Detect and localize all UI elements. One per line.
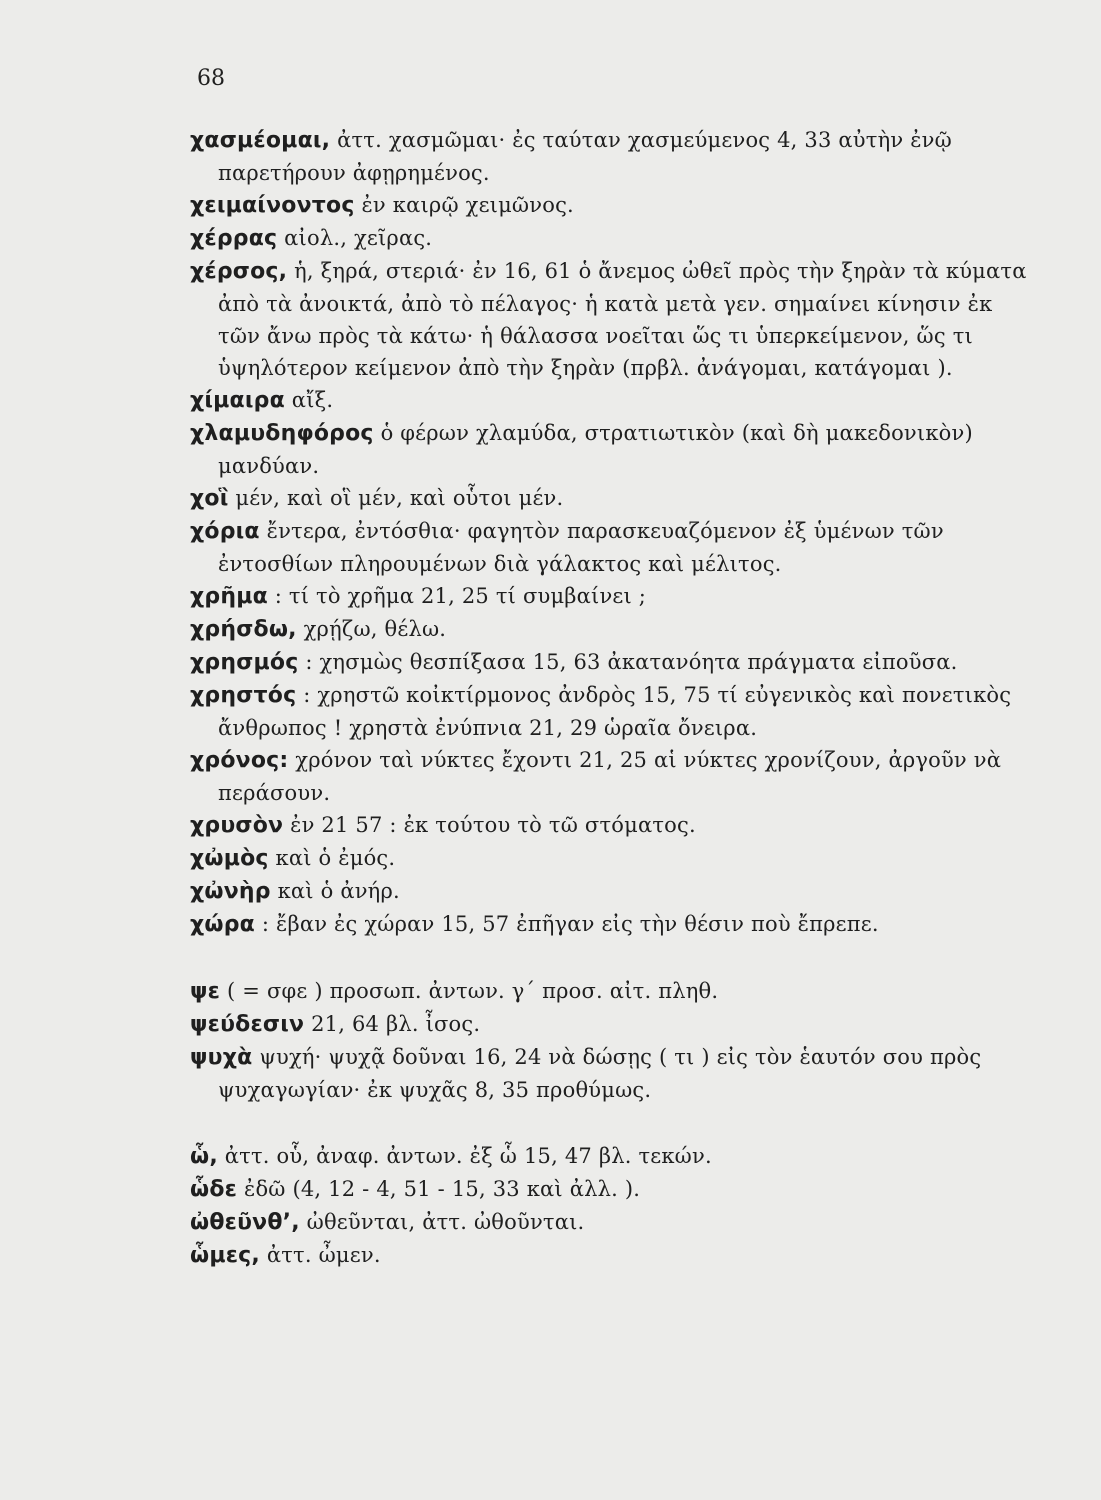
entry-headword: χόρια [190, 519, 260, 544]
section-gap [190, 1106, 1040, 1140]
entry-headword: χασμέομαι, [190, 128, 331, 153]
entry-definition: καὶ ὁ ἀνήρ. [270, 879, 400, 903]
entry-definition: αἴξ. [284, 388, 334, 412]
omega-entries-group [190, 1140, 1040, 1272]
entry-definition: αἰολ., χεῖρας. [277, 226, 433, 250]
entry-headword: ψε [190, 979, 221, 1004]
entry-headword: ψυχὰ [190, 1045, 253, 1070]
entry-headword: χρόνος: [190, 748, 289, 773]
dictionary-entry [190, 1008, 1040, 1041]
entry-headword: χὠνὴρ [190, 879, 271, 904]
entries-list [190, 124, 1040, 1272]
chi-entries-group [190, 124, 1040, 941]
entry-definition: ἐδῶ (4, 12 - 4, 51 - 15, 33 καὶ ἀλλ. ). [237, 1177, 641, 1201]
dictionary-entry [190, 744, 1040, 809]
entry-definition: ἡ, ξηρά, στεριά· ἐν 16, 61 ὁ ἄνεμος ὠθεῖ πρὸς τὴν ξηρὰν τὰ κύματα ἀπὸ τὰ ἀνοικτά, ἀπὸ τὸ πέλαγος· ἡ κατὰ μετὰ γεν. σημαίνει κίνησιν ἐκ τῶν ἄνω πρὸς τὰ κάτω· ἡ θάλασσα νοεῖται ὥς τι ὑπερκείμενον, ὥς τι ὑψηλότερον κείμενον ἀπὸ τὴν ξηρὰν (πρβλ. ἀνάγομαι, κατάγομαι ). [218, 259, 1027, 380]
entry-definition: : ἔβαν ἐς χώραν 15, 57 ἐπῆγαν εἰς τὴν θέσιν ποὺ ἔπρεπε. [254, 912, 879, 936]
dictionary-entry [190, 417, 1040, 482]
entry-definition: ἀττ. ὦμεν. [259, 1243, 381, 1267]
dictionary-entry [190, 1239, 1040, 1272]
entry-headword: ψεύδεσιν [190, 1012, 305, 1037]
entry-headword: ὠθεῦνθ’, [190, 1210, 300, 1235]
psi-entries-group [190, 975, 1040, 1106]
entry-headword: χέρρας [190, 226, 278, 251]
entry-definition: χρόνον ταὶ νύκτες ἔχοντι 21, 25 αἱ νύκτες χρονίζουν, ἀργοῦν νὰ περάσουν. [218, 748, 1002, 805]
entry-headword: χέρσος, [190, 259, 288, 284]
dictionary-entry [190, 646, 1040, 679]
entry-headword: χώρα [190, 912, 255, 937]
entry-headword: χρησμός [190, 650, 299, 675]
dictionary-entry [190, 975, 1040, 1008]
entry-definition: χρῄζω, θέλω. [296, 617, 447, 641]
entry-headword: ὧμες, [190, 1243, 260, 1268]
entry-definition: ἐν 21 57 : ἐκ τούτου τὸ τῶ στόματος. [283, 813, 696, 837]
dictionary-entry [190, 1041, 1040, 1106]
dictionary-entry [190, 613, 1040, 646]
entry-definition: ἐν καιρῷ χειμῶνος. [354, 193, 574, 217]
entry-headword: χειμαίνοντος [190, 193, 355, 218]
entry-headword: χρῆμα [190, 584, 268, 609]
entry-headword: χοἳ [190, 486, 229, 511]
dictionary-entry [190, 515, 1040, 580]
dictionary-entry [190, 1140, 1040, 1173]
entry-definition: ἔντερα, ἐντόσθια· φαγητὸν παρασκευαζόμενον ἐξ ὑμένων τῶν ἐντοσθίων πληρουμένων διὰ γάλακτος καὶ μέλιτος. [218, 519, 944, 576]
entry-headword: ὧδε [190, 1177, 238, 1202]
entry-headword: χρηστός [190, 683, 297, 708]
dictionary-entry [190, 1173, 1040, 1206]
entry-definition: : τί τὸ χρῆμα 21, 25 τί συμβαίνει ; [267, 584, 647, 608]
entry-definition: ψυχή· ψυχᾷ δοῦναι 16, 24 νὰ δώσῃς ( τι ) εἰς τὸν ἑαυτόν σου πρὸς ψυχαγωγίαν· ἐκ ψυχᾶς 8, 35 προθύμως. [218, 1045, 982, 1102]
entry-headword: χίμαιρα [190, 388, 285, 413]
entry-definition: ἀττ. χασμῶμαι· ἐς ταύταν χασμεύμενος 4, 33 αὐτὴν ἐνῷ παρετήρουν ἀφῃρημένος. [218, 128, 952, 185]
dictionary-entry [190, 908, 1040, 941]
dictionary-entry [190, 809, 1040, 842]
entry-definition: ἀττ. οὗ, ἀναφ. ἀντων. ἐξ ὧ 15, 47 βλ. τεκών. [217, 1144, 712, 1168]
entry-definition: καὶ ὁ ἐμός. [268, 846, 396, 870]
entry-definition: 21, 64 βλ. ἶσος. [304, 1012, 481, 1036]
entry-headword: χλαμυδηφόρος [190, 421, 374, 446]
entry-headword: χρήσδω, [190, 617, 297, 642]
section-gap [190, 941, 1040, 975]
dictionary-entry [190, 222, 1040, 255]
entry-definition: ( = σφε ) προσωπ. ἀντων. γ΄ προσ. αἰτ. πληθ. [220, 979, 719, 1003]
dictionary-entry [190, 875, 1040, 908]
dictionary-entry [190, 482, 1040, 515]
entry-headword: ὧ, [190, 1144, 218, 1169]
entry-definition: μέν, καὶ οἳ μέν, καὶ οὗτοι μέν. [228, 486, 564, 510]
entry-definition: : χησμὼς θεσπίξασα 15, 63 ἀκατανόητα πράγματα εἰποῦσα. [298, 650, 958, 674]
entry-definition: : χρηστῶ κοἰκτίρμονος ἀνδρὸς 15, 75 τί εὐγενικὸς καὶ πονετικὸς ἄνθρωπος ! χρηστὰ ἐνύπνια 21, 29 ὡραῖα ὄνειρα. [218, 683, 1012, 740]
dictionary-entry [190, 1206, 1040, 1239]
entry-definition: ὁ φέρων χλαμύδα, στρατιωτικὸν (καὶ δὴ μακεδονικὸν) μανδύαν. [218, 421, 973, 478]
page-number: 68 [197, 66, 225, 91]
dictionary-entry [190, 842, 1040, 875]
dictionary-entry [190, 580, 1040, 613]
dictionary-entry [190, 679, 1040, 744]
dictionary-entry [190, 384, 1040, 417]
entry-headword: χὠμὸς [190, 846, 269, 871]
dictionary-entry [190, 124, 1040, 189]
dictionary-entry [190, 255, 1040, 384]
entry-headword: χρυσὸν [190, 813, 284, 838]
entry-definition: ὠθεῦνται, ἀττ. ὠθοῦνται. [299, 1210, 585, 1234]
dictionary-entry [190, 189, 1040, 222]
